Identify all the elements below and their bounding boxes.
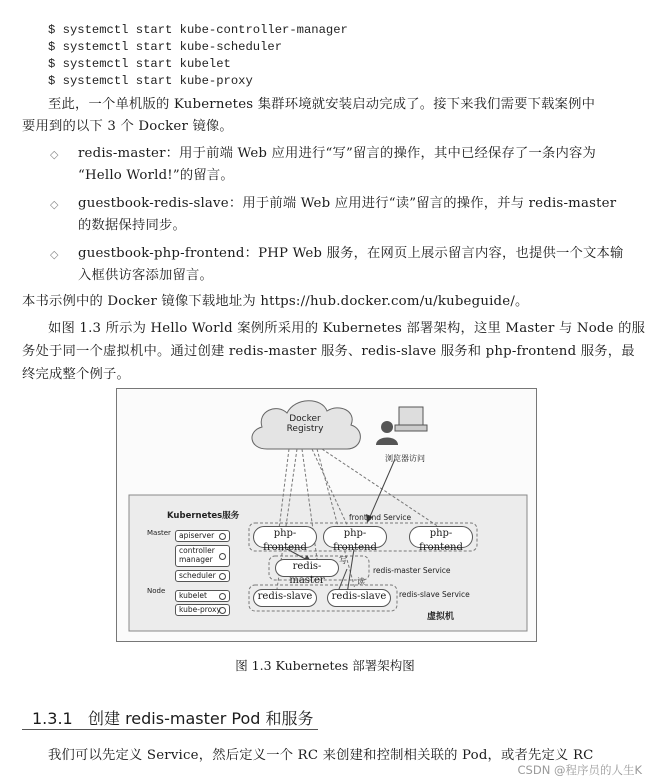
paragraph-line: 终完成整个例子。 [22, 367, 130, 382]
php-frontend-pod: php-frontend [323, 526, 387, 548]
paragraph-line: 本书示例中的 Docker 镜像下载地址为 https://hub.docker.com/u/kubeguide/。 [22, 294, 529, 309]
node-label: Node [147, 587, 166, 595]
docker-registry-label: Docker Registry [286, 414, 324, 434]
bullet-diamond-icon: ◇ [50, 248, 59, 261]
controller-manager-box: controller manager [175, 545, 230, 567]
php-frontend-pod: php-frontend [253, 526, 317, 548]
paragraph-line: 要用到的以下 3 个 Docker 镜像。 [22, 119, 233, 134]
bullet-diamond-icon: ◇ [50, 198, 59, 211]
code-block [48, 22, 348, 90]
section-underline [22, 729, 318, 730]
paragraph-line: 至此，一个单机版的 Kubernetes 集群环境就安装启动完成了。接下来我们需要下载案例中 [48, 97, 596, 112]
apiserver-box: apiserver [175, 530, 230, 542]
csdn-watermark: CSDN @程序员的人生K [517, 763, 642, 777]
bullet-line: “Hello World!”的留言。 [78, 168, 234, 183]
figure-caption: 图 1.3 Kubernetes 部署架构图 [235, 658, 415, 673]
deployment-diagram [116, 388, 537, 642]
bullet-line: guestbook-redis-slave：用于前端 Web 应用进行“读”留言的操作，并与 redis-master [78, 196, 617, 211]
write-label: 写 [339, 556, 347, 565]
virtual-machine-label: 虚拟机 [427, 612, 455, 622]
kube-proxy-box: kube-proxy [175, 604, 230, 616]
monitor-icon [399, 407, 423, 425]
redis-slave-pod: redis-slave [253, 589, 317, 607]
code-line: $ systemctl start kube-proxy [48, 74, 253, 88]
paragraph-line: 我们可以先定义 Service，然后定义一个 RC 来创建和控制相关联的 Pod，或者先定义 RC [48, 748, 594, 763]
php-frontend-pod: php-frontend [409, 526, 473, 548]
paragraph-line: 如图 1.3 所示为 Hello World 案例所采用的 Kubernetes 部署架构，这里 Master 与 Node 的服 [48, 321, 646, 336]
scheduler-box: scheduler [175, 570, 230, 582]
section-number: 1.3.1 [32, 709, 73, 728]
redis-master-pod: redis-master [275, 559, 339, 577]
section-title: 创建 redis-master Pod 和服务 [87, 709, 314, 728]
paragraph-line: 务处于同一个虚拟机中。通过创建 redis-master 服务、redis-slave 服务和 php-frontend 服务，最 [22, 344, 635, 359]
code-line: $ systemctl start kube-scheduler [48, 40, 283, 54]
code-line: $ systemctl start kube-controller-manager [48, 23, 348, 37]
kubernetes-services-label: Kubernetes服务 [167, 511, 240, 521]
bullet-line: redis-master：用于前端 Web 应用进行“写”留言的操作，其中已经保存了一条内容为 [78, 146, 596, 161]
bullet-line: 入框供访客添加留言。 [78, 268, 213, 283]
bullet-diamond-icon: ◇ [50, 148, 59, 161]
frontend-service-label: frontend Service [349, 513, 412, 522]
code-line: $ systemctl start kubelet [48, 57, 231, 71]
redis-slave-pod: redis-slave [327, 589, 391, 607]
bullet-line: 的数据保持同步。 [78, 218, 186, 233]
browser-access-label: 浏览器访问 [385, 454, 425, 463]
section-heading [32, 706, 313, 729]
master-label: Master [147, 529, 171, 537]
bullet-line: guestbook-php-frontend：PHP Web 服务，在网页上展示留言内容，也提供一个文本输 [78, 246, 624, 261]
kubelet-box: kubelet [175, 590, 230, 602]
redis-master-service-label: redis-master Service [373, 566, 451, 575]
user-icon [381, 421, 393, 433]
redis-slave-service-label: redis-slave Service [399, 590, 470, 599]
read-label: 读 [357, 577, 365, 586]
